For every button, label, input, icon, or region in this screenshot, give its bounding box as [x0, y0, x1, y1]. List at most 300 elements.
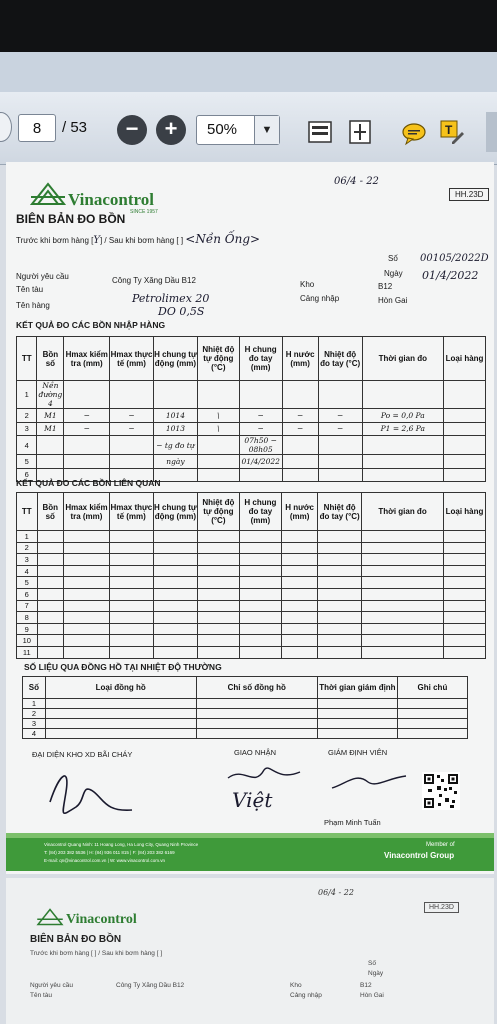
form-code: HH.23D	[449, 188, 489, 201]
table-cell	[281, 554, 317, 566]
table-cell	[37, 436, 64, 455]
inspector-name: Phạm Minh Tuấn	[324, 818, 381, 827]
table-cell: ngày	[153, 455, 197, 469]
table-cell: 1	[17, 381, 37, 409]
table-cell: 1013	[153, 422, 197, 436]
table-cell	[444, 422, 486, 436]
table-cell	[197, 554, 239, 566]
table-cell	[362, 565, 444, 577]
table-row	[17, 646, 486, 658]
zoom-value: 50%	[207, 121, 238, 138]
table-cell: −	[282, 422, 318, 436]
table-cell: 2	[17, 542, 38, 554]
section-1-title: KẾT QUẢ ĐO CÁC BỒN NHẬP HÀNG	[16, 320, 166, 330]
sign-label-inspector: GIÁM ĐỊNH VIÊN	[328, 748, 388, 757]
table-cell: Po = 0,0 Pa	[362, 409, 444, 423]
table-cell	[443, 635, 485, 647]
table-cell: 1	[23, 699, 46, 709]
table-cell	[281, 623, 317, 635]
logo-name-2: Vinacontrol	[66, 912, 137, 927]
table-cell: −	[64, 422, 110, 436]
table-row	[23, 709, 468, 719]
table-cell	[45, 729, 196, 739]
table-cell	[197, 565, 239, 577]
table-cell	[362, 635, 444, 647]
nguoi-yeu-cau-value: Công Ty Xăng Dầu B12	[112, 276, 196, 285]
table-cell: 2	[23, 709, 46, 719]
table-import-tanks	[16, 336, 486, 482]
table-cell	[153, 588, 197, 600]
table-cell	[443, 577, 485, 589]
table-cell: 4	[23, 729, 46, 739]
col-header: Nhiệt độ đo tay (°C)	[318, 337, 362, 381]
table-row	[17, 588, 486, 600]
table-cell	[239, 554, 281, 566]
col-header: Bồn số	[37, 493, 64, 531]
table-cell: 5	[17, 455, 37, 469]
table-cell	[197, 612, 239, 624]
table-cell	[282, 436, 318, 455]
ngay-label-2: Ngày	[368, 970, 384, 977]
table-cell	[282, 381, 318, 409]
table-cell	[37, 635, 64, 647]
table-cell	[239, 588, 281, 600]
col-header: H chung đo tay (mm)	[239, 493, 281, 531]
table-cell: 8	[17, 612, 38, 624]
page-total: / 53	[62, 119, 88, 136]
table-row	[17, 409, 486, 423]
table-cell	[153, 554, 197, 566]
table-cell	[318, 436, 362, 455]
table-cell	[37, 531, 64, 543]
table-row	[17, 436, 486, 455]
table-cell	[318, 542, 362, 554]
table-cell	[362, 646, 444, 658]
col-header: Hmax thực tế (mm)	[110, 337, 154, 381]
table-cell	[109, 554, 153, 566]
table-cell: −	[239, 409, 282, 423]
table-cell	[197, 646, 239, 658]
table-cell: 10	[17, 635, 38, 647]
table-meter	[22, 676, 468, 739]
col-header: Hmax thực tế (mm)	[109, 493, 153, 531]
col-header: Thời gian giám định	[317, 677, 397, 699]
table-cell	[318, 455, 362, 469]
table-cell	[239, 542, 281, 554]
table-cell	[197, 468, 239, 482]
table-cell: \	[197, 422, 239, 436]
cang-nhap-value: Hòn Gai	[378, 296, 408, 305]
table-cell	[317, 699, 397, 709]
table-cell	[153, 623, 197, 635]
vinacontrol-logo-icon-2	[36, 908, 64, 931]
form-code-2: HH.23D	[424, 902, 459, 913]
table-cell	[64, 531, 110, 543]
table-cell	[153, 635, 197, 647]
signature-receiver-name: Việt	[232, 788, 273, 812]
logo-name: Vinacontrol	[68, 190, 154, 209]
table-cell	[197, 577, 239, 589]
col-header: Hmax kiểm tra (mm)	[64, 493, 110, 531]
table-cell	[153, 612, 197, 624]
table-cell	[281, 612, 317, 624]
table-cell	[37, 542, 64, 554]
table-cell	[239, 565, 281, 577]
col-header: Chỉ số đồng hồ	[196, 677, 317, 699]
table-cell	[196, 719, 317, 729]
table-cell	[443, 623, 485, 635]
table-cell	[239, 381, 282, 409]
table-cell	[196, 709, 317, 719]
table-cell	[443, 588, 485, 600]
table-cell	[110, 436, 154, 455]
kho-value-2: B12	[360, 982, 372, 989]
table-row	[23, 729, 468, 739]
table-cell	[110, 455, 154, 469]
sign-label-receiver: GIAO NHẬN	[234, 748, 277, 757]
table-cell	[397, 699, 467, 709]
table-cell	[281, 600, 317, 612]
table-cell	[109, 577, 153, 589]
table-cell: 3	[17, 554, 38, 566]
table-cell	[196, 729, 317, 739]
table-cell: 6	[17, 588, 38, 600]
table-cell	[282, 468, 318, 482]
table-cell	[109, 542, 153, 554]
table-cell	[362, 468, 444, 482]
chevron-down-icon[interactable]: ▼	[254, 116, 279, 144]
table-cell	[109, 588, 153, 600]
table-cell	[443, 542, 485, 554]
table-cell: 1014	[153, 409, 197, 423]
ngay-value: 01/4/2022	[422, 269, 479, 282]
table-row	[17, 577, 486, 589]
table-cell	[64, 565, 110, 577]
table-cell: 2	[17, 409, 37, 423]
table-row	[17, 623, 486, 635]
table-cell	[153, 381, 197, 409]
nguoi-yeu-cau-label: Người yêu cầu	[16, 272, 69, 281]
table-cell	[281, 531, 317, 543]
kho-label-2: Kho	[290, 982, 302, 989]
table-cell: Nền đường 4	[38, 381, 63, 408]
svg-text:T: T	[445, 123, 453, 137]
table-row	[17, 635, 486, 647]
cang-nhap-label-2: Cảng nhập	[290, 992, 322, 999]
table-cell	[197, 542, 239, 554]
table-row	[17, 542, 486, 554]
table-cell: \	[197, 409, 239, 423]
table-cell: 3	[23, 719, 46, 729]
table-cell	[239, 635, 281, 647]
col-header: Hmax kiểm tra (mm)	[64, 337, 110, 381]
subtitle-printed-2: ] / Sau khi bơm hàng [ ]	[99, 236, 184, 245]
table-cell: −	[282, 409, 318, 423]
table-cell: 4	[17, 565, 38, 577]
table-cell	[318, 577, 362, 589]
ten-tau-label: Tên tàu	[16, 285, 44, 294]
table-cell: 01/4/2022	[239, 455, 282, 469]
table-cell	[197, 635, 239, 647]
table-cell	[64, 542, 110, 554]
table-cell	[64, 612, 110, 624]
col-header: H chung đo tay (mm)	[239, 337, 282, 381]
table-cell: 5	[17, 577, 38, 589]
handwritten-date-note: 06/4 - 22	[334, 176, 379, 187]
table-cell	[318, 600, 362, 612]
table-cell	[37, 612, 64, 624]
table-cell	[318, 468, 362, 482]
qr-code-icon	[422, 772, 460, 815]
table-cell	[37, 588, 64, 600]
table-cell	[362, 531, 444, 543]
table-row	[17, 600, 486, 612]
so-value: 00105/2022D	[420, 253, 489, 264]
table-cell	[362, 623, 444, 635]
ten-hang-label: Tên hàng	[16, 301, 50, 310]
table-row	[23, 719, 468, 729]
table-cell	[318, 623, 362, 635]
table-cell	[318, 612, 362, 624]
page-number-input[interactable]: 8	[18, 114, 56, 142]
table-cell	[397, 729, 467, 739]
table-row	[23, 699, 468, 709]
zoom-in-button[interactable]: +	[156, 115, 186, 145]
table-cell	[45, 709, 196, 719]
table-cell	[197, 436, 239, 455]
table-cell	[153, 577, 197, 589]
table-cell	[444, 468, 486, 482]
table-cell	[197, 600, 239, 612]
table-cell	[64, 635, 110, 647]
table-cell	[109, 600, 153, 612]
table-cell	[239, 600, 281, 612]
zoom-out-button[interactable]: −	[117, 115, 147, 145]
section-2-title: KẾT QUẢ ĐO CÁC BỒN LIÊN QUAN	[16, 478, 161, 488]
table-cell: 1	[17, 531, 38, 543]
nguoi-yeu-cau-label-2: Người yêu cầu	[30, 982, 73, 989]
subtitle-check: Y	[93, 235, 100, 246]
footer-phone: T: (84) 203 382 5536 | H: (84) 936 011 815 | F: (84) 203 382 6169	[44, 850, 175, 855]
footer-email: E-mail: qn@vinacontrol.com.vn | W: www.vinacontrol.com.vn	[44, 858, 165, 863]
table-cell: M1	[37, 422, 64, 436]
table-cell: 4	[17, 436, 37, 455]
table-cell	[64, 577, 110, 589]
table-cell	[443, 600, 485, 612]
table-cell	[153, 565, 197, 577]
document-page	[6, 162, 494, 874]
col-header: Nhiệt độ tự động (°C)	[197, 493, 239, 531]
table-cell	[239, 468, 282, 482]
col-header: H chung tự động (mm)	[153, 337, 197, 381]
col-header: Loại đồng hồ	[45, 677, 196, 699]
subtitle-2: Trước khi bơm hàng [ ] / Sau khi bơm hàng [ ]	[30, 950, 163, 957]
toolbar-right-edge	[486, 112, 497, 152]
table-cell	[37, 554, 64, 566]
kho-value: B12	[378, 282, 393, 291]
logo-since: SINCE 1957	[130, 209, 158, 215]
fit-page-icon[interactable]	[346, 118, 374, 146]
table-cell	[444, 436, 486, 455]
table-cell	[362, 588, 444, 600]
table-cell	[317, 729, 397, 739]
col-header: Số	[23, 677, 46, 699]
table-cell	[281, 542, 317, 554]
table-cell: P1 = 2,6 Pa	[362, 422, 444, 436]
table-cell	[281, 588, 317, 600]
handwritten-date-note-2: 06/4 - 22	[318, 888, 354, 897]
table-header-row	[23, 677, 468, 699]
table-cell	[109, 531, 153, 543]
table-cell	[153, 531, 197, 543]
table-cell	[64, 588, 110, 600]
table-cell	[109, 623, 153, 635]
table-header-row	[17, 493, 486, 531]
table-cell	[64, 436, 110, 455]
vinacontrol-logo-icon	[30, 182, 66, 211]
table-cell	[362, 455, 444, 469]
ten-hang-value: DO 0,5S	[158, 305, 205, 318]
table-cell	[64, 455, 110, 469]
table-cell	[443, 612, 485, 624]
table-cell: − tg đo tự	[153, 436, 197, 455]
table-cell	[318, 646, 362, 658]
page-title: BIÊN BẢN ĐO BỒN	[16, 212, 126, 226]
table-cell	[37, 646, 64, 658]
table-cell	[239, 577, 281, 589]
table-row	[17, 612, 486, 624]
table-cell	[239, 612, 281, 624]
table-cell	[318, 381, 362, 409]
table-cell	[318, 531, 362, 543]
fit-width-icon[interactable]	[306, 118, 334, 146]
table-row	[17, 554, 486, 566]
table-cell	[397, 719, 467, 729]
col-header: Thời gian đo	[362, 337, 444, 381]
table-cell	[281, 635, 317, 647]
table-row	[17, 455, 486, 469]
monitor-bezel	[0, 0, 497, 52]
page-title-2: BIÊN BẢN ĐO BỒN	[30, 934, 122, 945]
table-cell	[64, 623, 110, 635]
table-cell	[444, 381, 486, 409]
footer-member-label: Member of	[426, 842, 455, 848]
table-cell: −	[239, 422, 282, 436]
table-cell: 9	[17, 623, 38, 635]
table-cell	[318, 588, 362, 600]
signature-depot	[46, 762, 136, 827]
table-cell: 7	[17, 600, 38, 612]
table-cell	[282, 455, 318, 469]
col-header: Nhiệt độ tự động (°C)	[197, 337, 239, 381]
table-cell	[109, 646, 153, 658]
footer-address: Vinacontrol Quang Ninh: 11 Hoang Long, Ha Long City, Quang Ninh Province	[44, 842, 199, 847]
comment-icon[interactable]	[400, 120, 428, 148]
cang-nhap-value-2: Hòn Gai	[360, 992, 384, 999]
table-row	[17, 422, 486, 436]
sign-label-depot: ĐẠI DIỆN KHO XD BÃI CHÁY	[32, 750, 133, 759]
table-cell	[239, 623, 281, 635]
table-cell	[281, 646, 317, 658]
zoom-select[interactable]	[196, 115, 280, 145]
table-cell	[153, 600, 197, 612]
col-header: H nước (mm)	[281, 493, 317, 531]
table-cell	[110, 381, 154, 409]
col-header: Loại hàng	[443, 493, 485, 531]
table-row	[17, 531, 486, 543]
col-header: H chung tự động (mm)	[153, 493, 197, 531]
subtitle-printed: Trước khi bơm hàng [	[16, 236, 94, 245]
table-cell	[362, 577, 444, 589]
col-header: Bồn số	[37, 337, 64, 381]
table-cell	[197, 531, 239, 543]
ten-tau-value: Petrolimex 20	[132, 292, 210, 305]
table-cell	[37, 623, 64, 635]
table-cell	[239, 646, 281, 658]
table-related-tanks	[16, 492, 486, 659]
table-cell	[362, 542, 444, 554]
col-header: Ghi chú	[397, 677, 467, 699]
table-cell	[153, 542, 197, 554]
table-cell: −	[110, 422, 154, 436]
table-cell	[318, 635, 362, 647]
window-top-strip	[0, 52, 497, 92]
table-cell	[64, 646, 110, 658]
table-cell	[109, 635, 153, 647]
table-cell	[64, 381, 110, 409]
table-cell	[64, 600, 110, 612]
table-cell	[153, 646, 197, 658]
table-cell	[443, 531, 485, 543]
table-header-row	[17, 337, 486, 381]
footer-banner	[6, 833, 494, 871]
table-cell: −	[110, 409, 154, 423]
col-header: Thời gian đo	[362, 493, 444, 531]
table-cell: −	[318, 409, 362, 423]
subtitle	[16, 232, 260, 246]
table-cell	[444, 409, 486, 423]
table-cell	[281, 565, 317, 577]
table-cell	[109, 565, 153, 577]
table-cell: 11	[17, 646, 38, 658]
table-cell: −	[64, 409, 110, 423]
cang-nhap-label: Cảng nhập	[300, 294, 340, 303]
table-cell	[197, 381, 239, 409]
table-cell	[317, 709, 397, 719]
table-cell	[444, 455, 486, 469]
table-cell: 3	[17, 422, 37, 436]
col-header: H nước (mm)	[282, 337, 318, 381]
table-cell	[37, 565, 64, 577]
table-cell	[443, 646, 485, 658]
table-cell	[64, 554, 110, 566]
signature-inspector	[328, 766, 408, 801]
table-cell	[362, 381, 444, 409]
table-cell	[318, 565, 362, 577]
footer-strip	[6, 833, 494, 838]
kho-label: Kho	[300, 280, 315, 289]
table-cell: M1	[37, 409, 64, 423]
table-cell	[397, 709, 467, 719]
table-cell	[362, 436, 444, 455]
table-cell	[197, 455, 239, 469]
table-cell: 07h50 − 08h05	[239, 436, 282, 455]
subtitle-handwritten: <Nền Ống>	[185, 232, 261, 246]
table-cell: 6	[17, 468, 37, 482]
table-cell	[317, 719, 397, 729]
highlight-text-icon[interactable]	[438, 118, 466, 146]
table-cell	[443, 554, 485, 566]
